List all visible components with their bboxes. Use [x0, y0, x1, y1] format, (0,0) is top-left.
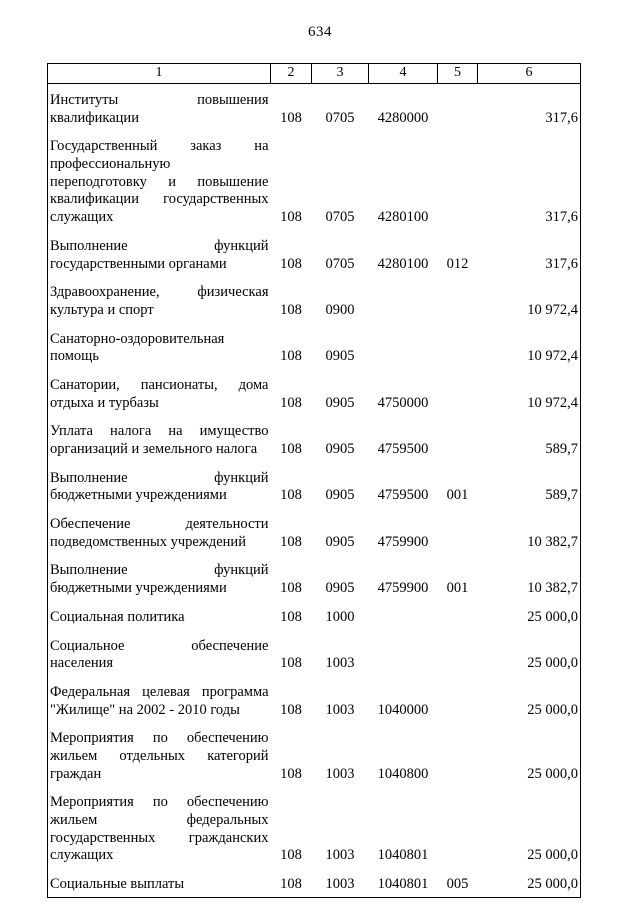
- table-row: [48, 508, 581, 554]
- row-code-section: 1003: [325, 701, 355, 718]
- row-code-type: [438, 84, 478, 131]
- row-code-section: 0905: [325, 394, 355, 411]
- row-amount: 10 382,7: [527, 533, 578, 550]
- row-code-grbs: 108: [280, 608, 302, 625]
- row-code-type: 012: [446, 255, 469, 272]
- row-code-section: 0705: [325, 109, 355, 126]
- row-code-grbs: 108: [280, 109, 302, 126]
- row-code-section: 0905: [325, 533, 355, 550]
- row-label: Санаторно-оздоровительная помощь: [50, 330, 225, 365]
- row-code-grbs: 108: [280, 701, 302, 718]
- column-header-3: 3: [312, 64, 369, 84]
- column-header-2: 2: [271, 64, 312, 84]
- row-code-grbs: 108: [280, 580, 302, 597]
- column-header-4: 4: [369, 64, 438, 84]
- table-body: [48, 84, 581, 898]
- row-label: Обеспечение деятельности подведомственных учреждений: [50, 516, 269, 550]
- row-amount: 10 972,4: [527, 348, 578, 365]
- row-label: Выполнение функций бюджетными учреждениями: [50, 469, 269, 504]
- budget-table: [47, 63, 581, 898]
- row-label: Институты повышения квалификации: [50, 92, 269, 126]
- row-code-section: 0900: [325, 301, 355, 318]
- row-code-grbs: 108: [280, 348, 302, 365]
- column-header-6: 6: [478, 64, 581, 84]
- row-label: Мероприятия по обеспечению жильем отдельных категорий граждан: [50, 730, 269, 782]
- row-code-section: 1000: [325, 608, 355, 625]
- table-row: [48, 276, 581, 322]
- table-row: [48, 786, 581, 868]
- row-code-type: [438, 601, 478, 630]
- row-amount: 589,7: [545, 441, 578, 457]
- row-amount: 25 000,0: [527, 655, 578, 672]
- row-code-target: 4280100: [377, 255, 429, 272]
- row-code-section: 1003: [325, 876, 355, 893]
- row-code-section: 0905: [325, 580, 355, 597]
- row-code-target: [369, 601, 438, 630]
- row-code-target: 4759500: [377, 487, 429, 504]
- table-row: [48, 676, 581, 722]
- row-code-section: 0705: [325, 255, 355, 272]
- row-amount: 25 000,0: [527, 765, 578, 782]
- row-amount: 25 000,0: [527, 608, 578, 625]
- row-code-target: [369, 323, 438, 369]
- row-code-type: [438, 786, 478, 868]
- table-row: [48, 130, 581, 229]
- table-row: [48, 369, 581, 415]
- row-code-type: 001: [446, 487, 469, 504]
- row-code-grbs: 108: [280, 394, 302, 411]
- row-code-target: 1040800: [377, 765, 429, 782]
- row-code-section: 1003: [325, 655, 355, 672]
- row-code-grbs: 108: [280, 441, 302, 457]
- row-code-type: [438, 508, 478, 554]
- row-code-grbs: 108: [280, 209, 302, 226]
- row-label: Социальная политика: [50, 608, 185, 625]
- table-row: [48, 462, 581, 508]
- column-header-1: 1: [48, 64, 271, 84]
- table-row: [48, 630, 581, 676]
- table-header-row: [48, 64, 581, 84]
- table-row: [48, 415, 581, 461]
- row-code-target: [369, 276, 438, 322]
- row-amount: 317,6: [545, 109, 578, 126]
- table-row: [48, 868, 581, 897]
- row-code-type: [438, 415, 478, 461]
- table-row: [48, 722, 581, 786]
- row-code-target: 4280000: [377, 109, 429, 126]
- row-code-grbs: 108: [280, 255, 302, 272]
- row-code-section: 1003: [325, 765, 355, 782]
- row-label: Санатории, пансионаты, дома отдыха и турбазы: [50, 376, 269, 411]
- row-amount: 10 972,4: [527, 394, 578, 411]
- row-code-type: [438, 722, 478, 786]
- table-row: [48, 323, 581, 369]
- row-amount: 317,6: [545, 255, 578, 272]
- row-code-grbs: 108: [280, 301, 302, 318]
- row-code-type: [438, 276, 478, 322]
- row-code-target: 4280100: [377, 209, 429, 226]
- row-label: Социальные выплаты: [50, 876, 185, 893]
- row-code-grbs: 108: [280, 533, 302, 550]
- row-code-type: 001: [446, 580, 469, 597]
- row-code-target: 4759500: [377, 441, 429, 457]
- row-code-type: [438, 630, 478, 676]
- row-label: Выполнение функций государственными органами: [50, 237, 269, 272]
- row-label: Социальное обеспечение населения: [50, 637, 269, 672]
- row-code-section: 1003: [325, 847, 355, 864]
- row-code-grbs: 108: [280, 847, 302, 864]
- table-row: [48, 554, 581, 600]
- row-code-type: 005: [446, 876, 469, 893]
- row-amount: 10 382,7: [527, 580, 578, 597]
- row-code-grbs: 108: [280, 487, 302, 504]
- row-code-section: 0905: [325, 487, 355, 504]
- table-row: [48, 84, 581, 131]
- row-label: Выполнение функций бюджетными учреждениями: [50, 562, 269, 597]
- row-code-target: 1040801: [377, 847, 429, 864]
- table-row: [48, 601, 581, 630]
- row-label: Федеральная целевая программа "Жилище" на 2002 - 2010 годы: [50, 683, 269, 718]
- row-code-target: 1040801: [377, 876, 429, 893]
- row-amount: 25 000,0: [527, 876, 578, 893]
- row-code-type: [438, 323, 478, 369]
- row-code-type: [438, 369, 478, 415]
- row-code-section: 0705: [325, 209, 355, 226]
- row-amount: 25 000,0: [527, 701, 578, 718]
- page-number: 634: [308, 24, 332, 40]
- row-code-target: 4750000: [377, 394, 429, 411]
- row-code-target: 4759900: [377, 533, 429, 550]
- row-code-type: [438, 676, 478, 722]
- row-code-section: 0905: [325, 441, 355, 457]
- row-amount: 589,7: [545, 487, 578, 504]
- row-label: Уплата налога на имущество организаций и земельного налога: [50, 423, 269, 457]
- row-amount: 317,6: [545, 209, 578, 226]
- table-row: [48, 230, 581, 276]
- row-amount: 10 972,4: [527, 301, 578, 318]
- row-code-grbs: 108: [280, 876, 302, 893]
- row-code-type: [438, 130, 478, 229]
- row-label: Государственный заказ на профессиональную переподготовку и повышение квалификации государственных служащих: [50, 138, 269, 226]
- row-label: Мероприятия по обеспечению жильем федеральных государственных гражданских служащих: [50, 794, 269, 864]
- row-code-target: 1040000: [377, 701, 429, 718]
- row-label: Здравоохранение, физическая культура и спорт: [50, 284, 269, 318]
- row-code-target: [369, 630, 438, 676]
- row-amount: 25 000,0: [527, 847, 578, 864]
- row-code-target: 4759900: [377, 580, 429, 597]
- row-code-grbs: 108: [280, 655, 302, 672]
- column-header-5: 5: [438, 64, 478, 84]
- row-code-section: 0905: [325, 348, 355, 365]
- row-code-grbs: 108: [280, 765, 302, 782]
